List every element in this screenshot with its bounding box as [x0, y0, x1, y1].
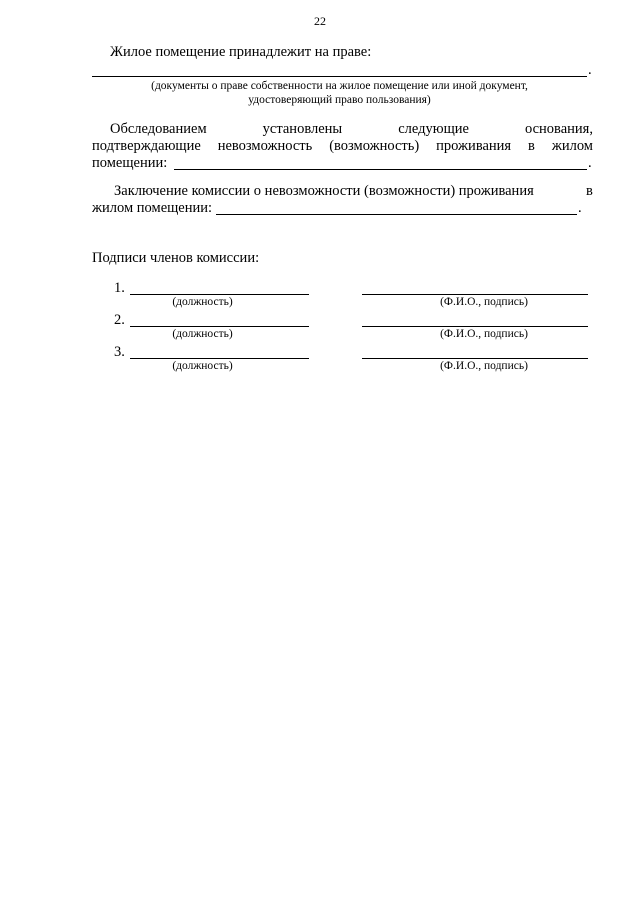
ownership-caption-line1: (документы о праве собственности на жилое помещение или иной документ,: [151, 80, 528, 92]
examination-word: Обследованием: [110, 121, 207, 137]
signature-row-number: 2.: [114, 312, 125, 328]
name-caption: (Ф.И.О., подпись): [440, 360, 528, 372]
examination-word: подтверждающие: [92, 138, 201, 154]
ownership-label: Жилое помещение принадлежит на праве:: [110, 44, 372, 60]
examination-word: невозможность: [217, 138, 313, 154]
conclusion-premises-label: жилом помещении:: [92, 200, 213, 216]
page-number: 22: [314, 14, 326, 28]
examination-word: (возможность): [329, 138, 420, 154]
position-caption: (должность): [172, 360, 233, 372]
examination-word: следующие: [398, 121, 469, 137]
examination-line1: [110, 121, 593, 138]
conclusion-line1: Заключение комиссии о невозможности (возможности) проживания: [114, 183, 534, 199]
examination-word: проживания: [436, 138, 512, 154]
ownership-caption-line2: удостоверяющий право пользования): [248, 94, 431, 106]
examination-word: в: [528, 138, 535, 154]
examination-blank-line[interactable]: [174, 169, 587, 170]
signature-name-line[interactable]: [362, 326, 588, 327]
signature-position-line[interactable]: [130, 294, 309, 295]
examination-line2: [92, 138, 593, 155]
examination-premises-label: помещении:: [92, 155, 168, 171]
conclusion-trailing-dot: .: [578, 200, 582, 216]
signatures-title: Подписи членов комиссии:: [92, 250, 260, 266]
examination-trailing-dot: .: [588, 155, 592, 171]
position-caption: (должность): [172, 328, 233, 340]
signature-row-number: 3.: [114, 344, 125, 360]
ownership-trailing-dot: .: [588, 62, 592, 78]
signature-position-line[interactable]: [130, 358, 309, 359]
examination-word: основания,: [525, 121, 593, 137]
signature-name-line[interactable]: [362, 358, 588, 359]
examination-word: жилом: [551, 138, 593, 154]
conclusion-blank-line[interactable]: [216, 214, 577, 215]
signature-row-number: 1.: [114, 280, 125, 296]
signature-position-line[interactable]: [130, 326, 309, 327]
examination-word: установлены: [262, 121, 343, 137]
ownership-blank-line[interactable]: [92, 76, 587, 77]
name-caption: (Ф.И.О., подпись): [440, 328, 528, 340]
conclusion-line1-last: в: [586, 183, 593, 199]
name-caption: (Ф.И.О., подпись): [440, 296, 528, 308]
signature-name-line[interactable]: [362, 294, 588, 295]
position-caption: (должность): [172, 296, 233, 308]
